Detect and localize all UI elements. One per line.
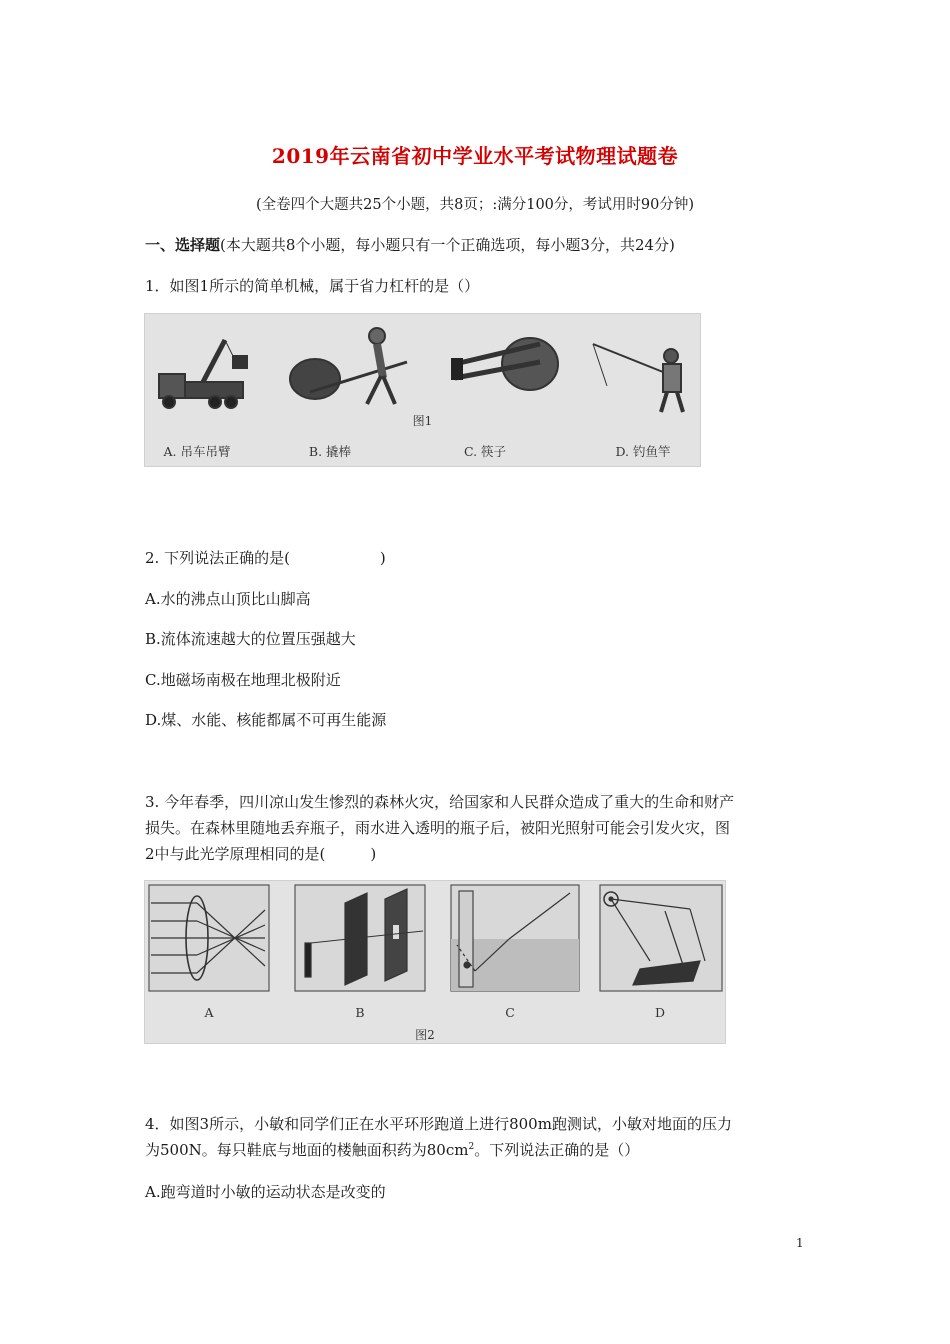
- question-4-line-2-text: 为500N。每只鞋底与地面的楼触面积药为80cm: [145, 1141, 469, 1159]
- figure-1-option-c: C. 筷子: [463, 444, 507, 459]
- page-title: 2019年云南省初中学业水平考试物理试题卷: [271, 144, 679, 168]
- crowbar-illustration: [290, 328, 407, 404]
- screens-panel: [295, 885, 425, 991]
- fishing-rod-illustration: [593, 344, 683, 412]
- lens-focusing-panel: [149, 885, 269, 991]
- figure-1-option-d: D. 钓鱼竿: [615, 444, 671, 459]
- question-4-option-a: A.跑弯道时小敏的运动状态是改变的: [145, 1183, 386, 1201]
- figure-2-caption: 图2: [415, 1028, 435, 1042]
- question-3-line-2: 损失。在森林里随地丢弃瓶子，雨水进入透明的瓶子后，被阳光照射可能会引发火灾，图: [145, 819, 731, 837]
- question-3-line-3: 2中与此光学原理相同的是( ): [145, 845, 377, 863]
- section-heading: 一、选择题: [145, 236, 221, 254]
- figure-2-option-c: C: [505, 1005, 515, 1020]
- question-2-option-b: B.流体流速越大的位置压强越大: [145, 630, 356, 648]
- question-2-option-c: C.地磁场南极在地理北极附近: [145, 671, 341, 689]
- figure-2: [144, 880, 726, 1044]
- figure-2-option-a: A: [204, 1005, 214, 1020]
- figure-2-option-b: B: [355, 1005, 365, 1020]
- reflection-panel: [600, 885, 722, 991]
- section-note: (本大题共8个小题，每小题只有一个正确选项，每小题3分，共24分): [220, 236, 675, 254]
- question-1-text: 1．如图1所示的简单机械，属于省力杠杆的是（）: [145, 277, 480, 295]
- figure-2-drawing: [145, 881, 725, 1043]
- question-2-text: 2. 下列说法正确的是( ): [145, 549, 386, 567]
- chopsticks-illustration: [451, 338, 558, 390]
- question-4-line-1: 4．如图3所示，小敏和同学们正在水平环形跑道上进行800m跑测试，小敏对地面的压力: [145, 1115, 732, 1133]
- figure-1-caption: 图1: [412, 414, 433, 428]
- figure-1-option-a: A. 吊车吊臂: [163, 444, 231, 459]
- question-2-option-d: D.煤、水能、核能都属不可再生能源: [145, 711, 387, 729]
- question-2-option-a: A.水的沸点山顶比山脚高: [145, 590, 311, 608]
- figure-1: [144, 313, 701, 467]
- page-number: 1: [796, 1236, 804, 1250]
- section-heading-row: [145, 235, 675, 255]
- crane-truck-illustration: [159, 340, 247, 408]
- question-3-line-1: 3. 今年春季，四川凉山发生惨烈的森林火灾，给国家和人民群众造成了重大的生命和财产: [145, 793, 735, 811]
- figure-1-option-b: B. 撬棒: [308, 444, 352, 459]
- figure-2-option-d: D: [654, 1005, 666, 1020]
- question-4-line-2: [145, 1140, 639, 1160]
- question-4-superscript: 2: [468, 1142, 475, 1152]
- refraction-panel: [451, 885, 579, 991]
- exam-subtitle: (全卷四个大题共25个小题，共8页；:满分100分，考试用时90分钟): [256, 197, 694, 213]
- question-4-line-2-end: 。下列说法正确的是（）: [474, 1141, 640, 1159]
